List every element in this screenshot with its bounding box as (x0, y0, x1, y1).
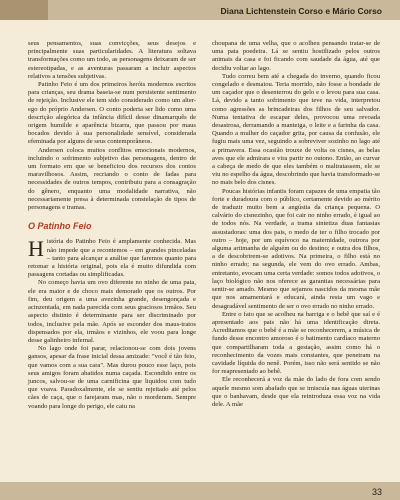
header-bar (0, 0, 400, 20)
left-column (28, 40, 196, 411)
paragraph: choupana de uma velha, que o acolheu pensando tratar-se de uma pata poedeira. Lá se sentiu hostilizado pelos outros animais da casa e foi ficando com saudade da água, até que decidiu voltar ao lago. (212, 40, 380, 72)
paragraph: Entre o fato que se acolheu na barriga e o bebê que saí e é apresentado aos pais não há uma identificação direta. Acreditamos que o bebê é a mãe se reconhecerem, a música de fundo desse encontro amoroso é o batimento cardíaco materno que compartilharam toda a gestação, assim como há o reconhecimento da vozes mais constantes, que penetram na cavidade líquida do nenê. Porém, isso não será sentido se não for reapresentado ao bebê. (212, 310, 380, 376)
paragraph: seus pensamentos, suas convicções, seus desejos e principalmente suas particularidades. A literatura soltava transformações como um todo, as personagens deixaram de ser estereotipadas, e as aventuras passaram a incluir aspectos relativos a tensões subjetivas. (28, 40, 196, 80)
paragraph-text: istória do Patinho Feio é amplamente conhecida. Mas não impede que a recontemos – em grandes pinceladas – tanto para alcançar a análise que faremos quanto para retomar a história original, pois ela é muito difundida com passagens cortadas ou simplificadas. (28, 238, 196, 279)
section-title: O Patinho Feio (28, 221, 92, 232)
footer-bar (0, 482, 400, 500)
header-accent (0, 0, 48, 20)
paragraph: Tudo correu bem até a chegada do inverno, quando ficou congelado e desmaiou. Teria morrido, não fosse a bondade de um caçador que o desenterrou do gelo e o levou para sua casa. Lá, devido a tanto sofrimento que teve na vida, interpretou como agressões as brincadeiras dos filhos de seu salvador. Numa tentativa de escapar deles, provocou uma revoada desastrosa, derramando a manteiga, o leite e a farinha da casa. Quando a mulher do caçador grita, por causa da confusão, ele fugiu mais uma vez, seguindo a sobreviver sozinho no lago até a primavera. Essa ocasião trouxe de volta os cisnes, as belas aves que ele admirara e vira partir no outono. Então, ao curvar a cabeça de medo de que eles também o maltratassem, ele se viu no espelho da água, descobrindo que havia transformado-se no mais belo dos cisnes. (212, 72, 380, 187)
paragraph: No começo havia um ovo diferente no ninho de uma pata, ele era maior e de choco mais demorado que os outros. Por fim, deu origem a uma avezinha grande, desengonçada e acinzentada, em nada parecida com seus graciosos irmãos. Seu aspecto distinto é determinante para ser discriminado por todos, inclusive pela mãe. Após se esconder dos maus-tratos dispensados por ela, irmãos e vizinhos, ele voou para longe desse galinheiro infernal. (28, 279, 196, 344)
paragraph: Poucas histórias infantis foram capazes de uma empatia tão forte e duradoura com o público, certamente devido ao mérito de traduzir muito bem a angústia da criança pequena. O calvário do cisnezinho, que foi cair no ninho errado, é igual ao de todos nós. Na verdade, a trama sintetiza duas fantasias assustadoras: uma dos pais, o medo de ter o filho trocado por outro – hoje, por um equívoco na maternidade, outrora por alguma artimanha de alguém ou do destino; e outra dos filhos, a de descobrirem-se adotivos. Na primeira, o filho está no ninho errado; na segunda, ele vem do ovo errado. Ambas, entretanto, evocam uma certa verdade: somos todos adotivos, o laço biológico não nos oferece as garantias necessárias para sentir-se amado. Mesmo que sejamos nascidos da mesma mãe que nos amamentará e educará, ainda resta um vago e desagradável sentimento de ser o ovo errado no ninho errado. (212, 187, 380, 310)
paragraph: Patinho Feio é um dos primeiros heróis modernos escritos para crianças, seu drama baseia-se num persistente sentimento de rejeição. Inclusive ele tem sido considerado como um alter-ego do próprio Andersen. O conto poderia ser lido como uma descrição alegórica da infância difícil desse dinamarquês de origem humilde e aparência bizarra, que passou por maus bocados devido à sua personalidade sensível, considerada efeminada por alguns de seus contemporâneos. (28, 81, 196, 146)
drop-cap: H (28, 236, 44, 262)
running-header-author: Diana Lichtenstein Corso e Mário Corso (220, 6, 382, 16)
paragraph: Ele reconhecerá a voz da mãe do lado de fora com sendo aquele mesmo som abafado que se imiscuía nas águas uterinas que o banhavam, desde que ela reintroduza essa voz na vida dele. A mãe (212, 376, 380, 408)
right-column (212, 40, 380, 409)
page-number: 33 (371, 487, 382, 497)
paragraph (28, 238, 196, 279)
paragraph: Andersen coloca muitos conflitos emocionais modernos, incluindo o sofrimento subjetivo das personagens, dentro de um formato em que se beneficiou dos recursos dos contos maravilhosos. Assim, recriando o conto de fadas para necessidades de outros tempos, contribuiu para a consagração do gênero, enquanto uma modalidade narrativa, não necessariamente presa à determinada constelação de tipos de personagens e tramas. (28, 146, 196, 212)
paragraph: No lago onde foi parar, relacionou-se com dois jovens gansos, apesar da frase inicial dessa amizade: "você é tão feio, que vamos com a sua cara". Mas durou pouco esse laço, pois seus amigos foram abatidos numa caçada. Escondido entre os juncos, salvou-se de uma carnificina que liquidou com tudo que voava. Paradoxalmente, ele se sentiu rejeitado até pelos cães de caça, que o farejaram mas, não o morderam. Sempre voando para longe do perigo, ele caiu na (28, 345, 196, 410)
